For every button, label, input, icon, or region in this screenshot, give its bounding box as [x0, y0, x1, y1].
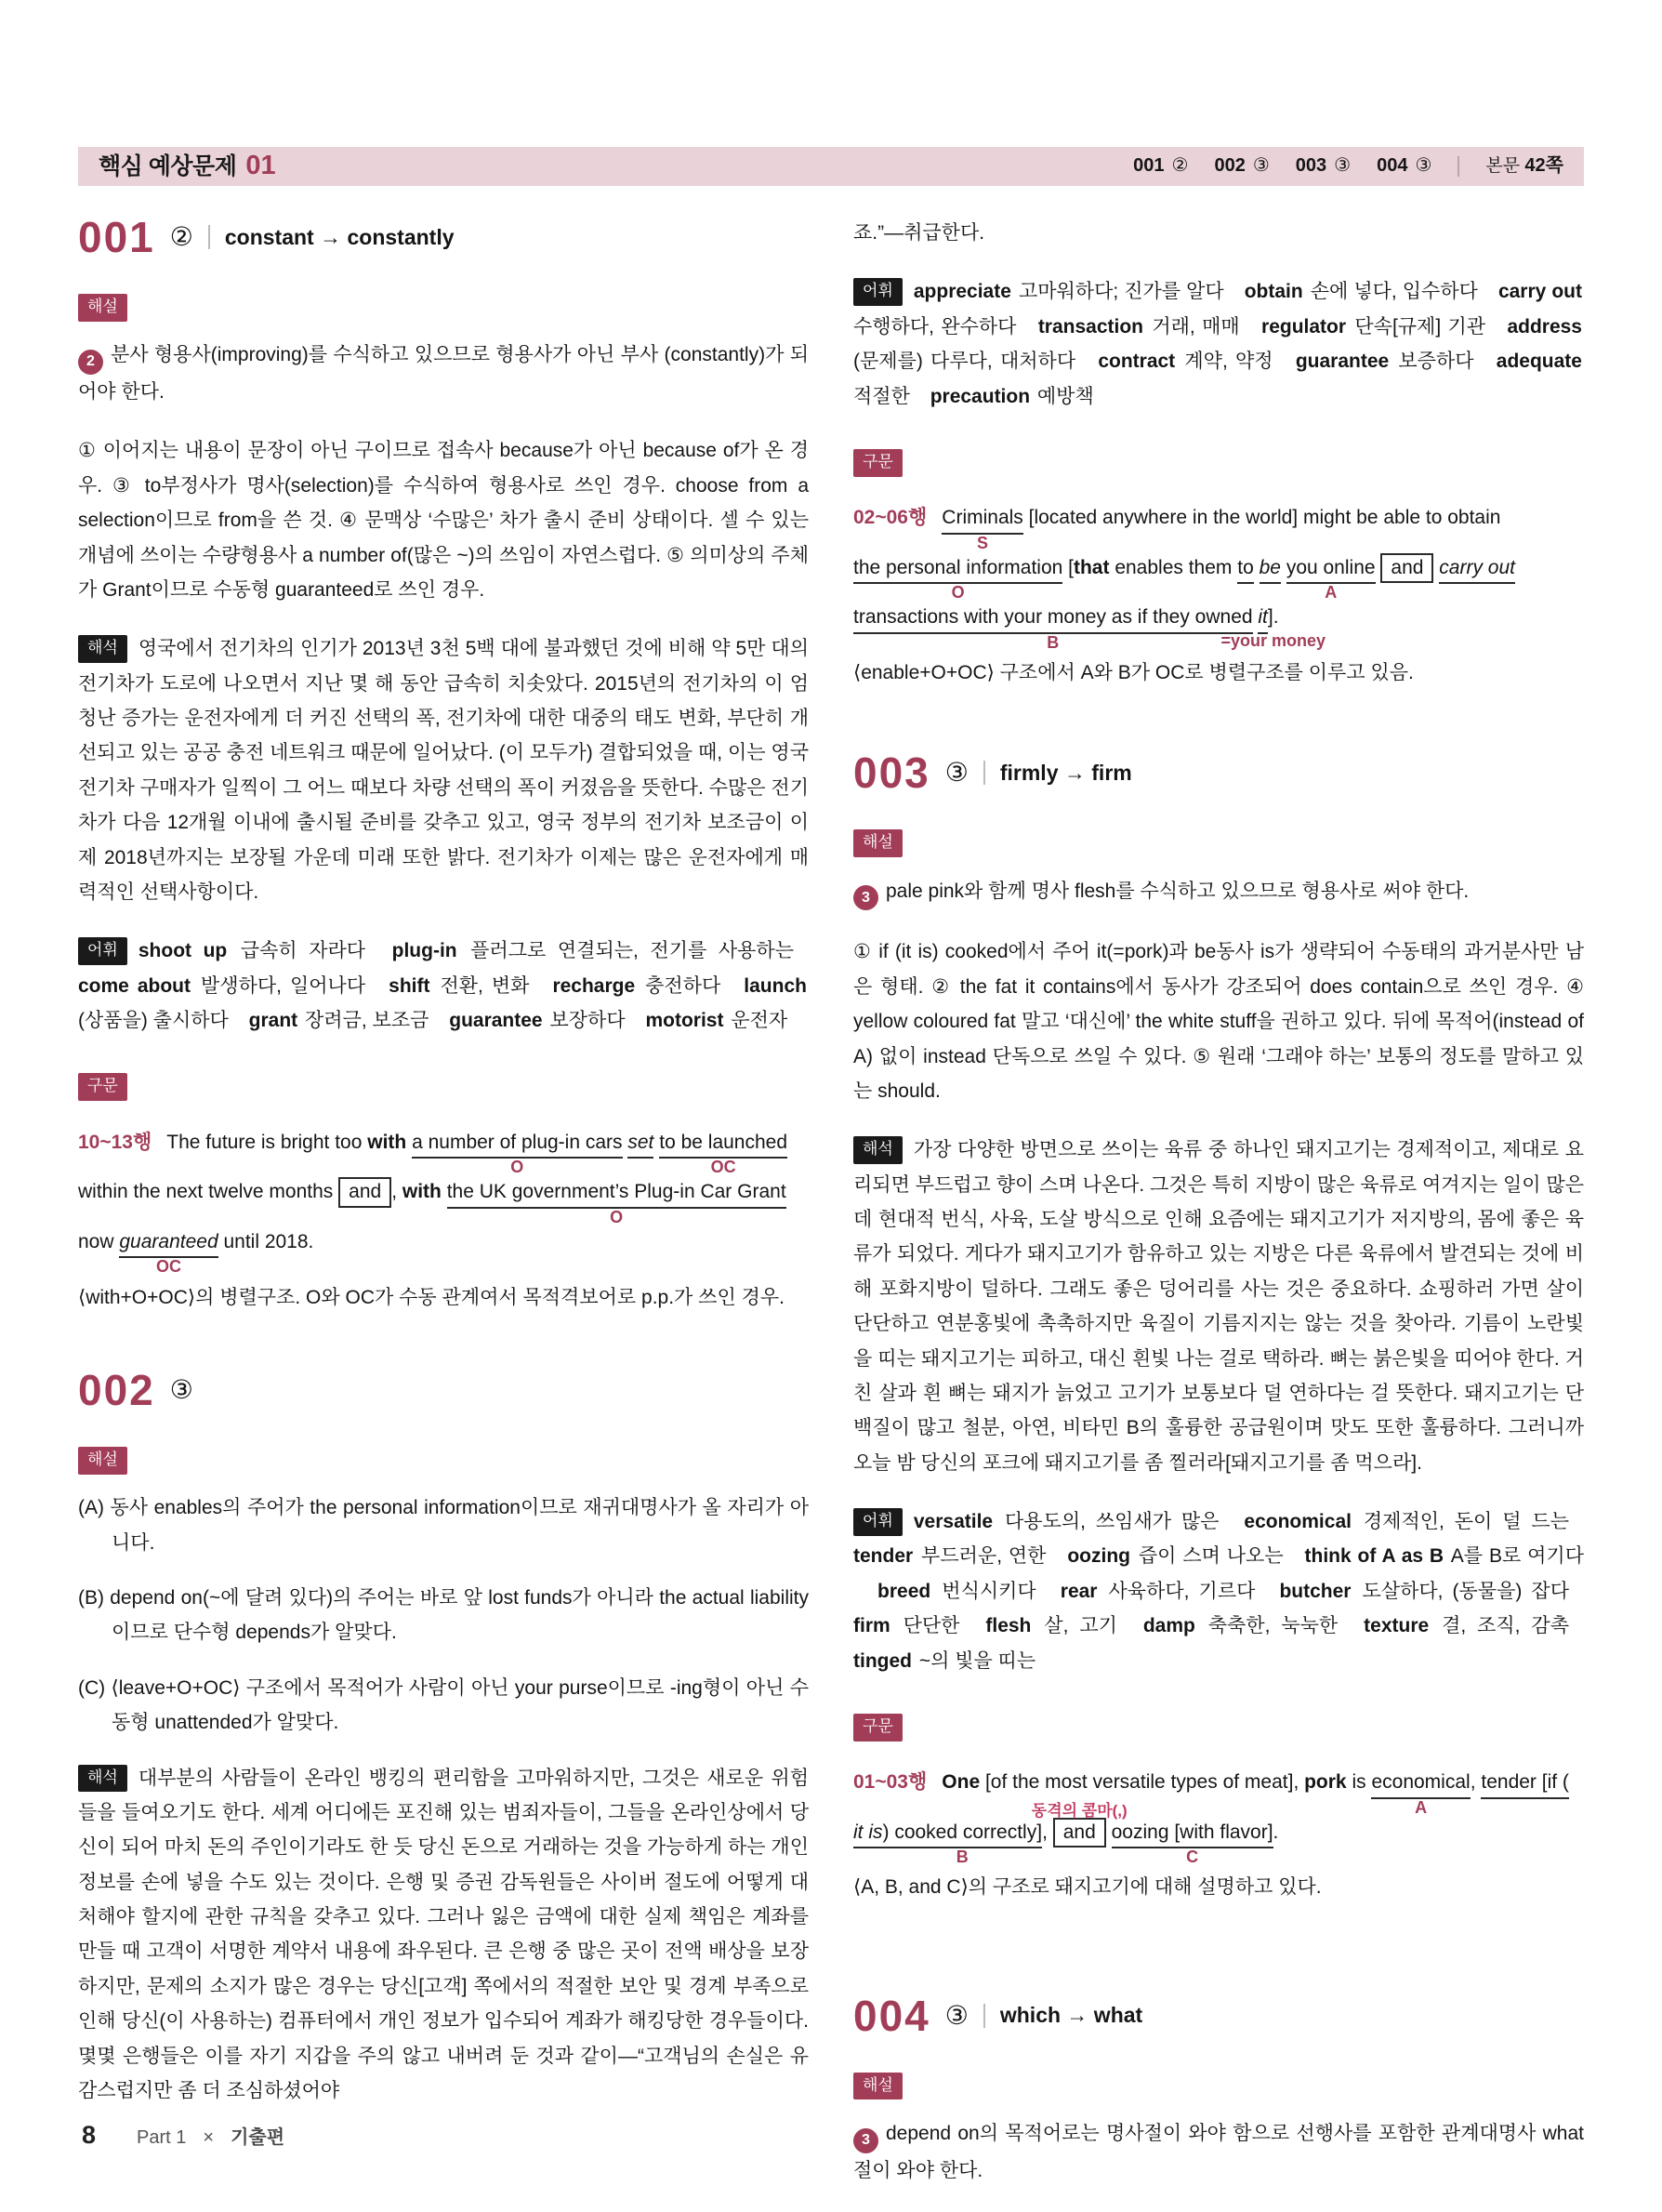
answer-key-item	[1377, 150, 1431, 183]
explain-main-text: pale pink와 함께 명사 flesh를 수식하고 있으므로 형용사로 써야 한다.	[886, 880, 1470, 902]
answer-circle-marker: 3	[853, 2128, 878, 2153]
explain-item-A: (A) 동사 enables의 주어가 the personal information이므로 재귀대명사가 올 자리가 아니다.	[78, 1497, 809, 1554]
vocab-badge: 어휘	[853, 278, 903, 306]
explain-badge-row	[78, 1443, 809, 1477]
line-range-label: 10~13행	[78, 1131, 152, 1153]
page-number: 8	[82, 2121, 97, 2149]
syntax-sentence	[853, 1757, 1584, 1867]
answer-circle-marker: 2	[78, 350, 103, 375]
textbook-page-ref	[1485, 150, 1563, 183]
footer-part: Part 1	[137, 2127, 187, 2148]
explain-badge-row	[78, 290, 809, 325]
annotated-sentence: One [of the most versatile types of meat], pork is economical A , tender [if (it is) cooked correctly] B , and 동격의 콤마(,) oozing [with flavor] C .	[853, 1771, 1569, 1867]
translation-continuation: 죠.”—취급한다.	[853, 222, 985, 244]
answer-key-item	[1214, 150, 1269, 183]
vocab-paragraph	[853, 274, 1584, 414]
divider	[1458, 156, 1459, 177]
divider	[208, 225, 210, 249]
annotated-sentence: Criminals S [located anywhere in the world] might be able to obtain the personal information O [that enables them to be you online A and carry out transactions with your money as if they owned B it]. =your money	[853, 507, 1515, 652]
annotated-sentence: The future is bright too with a number of plug-in cars O set to be launched OC within the next twelve months and , with the UK government’s Plug-in Car Grant O now guaranteed OC until 2018.	[78, 1131, 788, 1277]
explain-main-paragraph	[78, 338, 809, 409]
answer-choice: ②	[1171, 155, 1189, 177]
syntax-badge-row	[78, 1069, 809, 1104]
answer-question-number: 001	[1133, 155, 1165, 177]
syntax-badge: 구문	[78, 1073, 127, 1101]
explain-main-paragraph	[853, 874, 1584, 911]
line-range-label: 01~03행	[853, 1771, 928, 1794]
answer-mark: ③	[944, 2000, 969, 2030]
vocab-list: versatile 다용도의, 쓰임새가 많은 economical 경제적인, 돈이 덜 드는 tender 부드러운, 연한 oozing 즙이 스며 나오는 think of A as B A를 B로 여기다 breed 번식시키다 rear 사육하다, 기르다 butcher 도살하다, (동물을) 잡다 firm 단단한 flesh 살, 고기 damp 축축한, 눅눅한 texture 결, 조직, 감촉 tinged ~의 빛을 띠는	[853, 1511, 1584, 1672]
vocab-paragraph	[853, 1504, 1584, 1678]
line-range-label: 02~06행	[853, 507, 928, 529]
answer-choice: ③	[1334, 155, 1352, 177]
answer-key-strip	[1133, 150, 1563, 183]
vocab-list: appreciate 고마워하다; 진가를 알다 obtain 손에 넣다, 입수하다 carry out 수행하다, 완수하다 transaction 거래, 매매 regulator 단속[규제] 기관 address (문제를) 다루다, 대처하다 contract 계약, 약정 guarantee 보증하다 adequate 적절한 precaution 예방책	[853, 281, 1582, 407]
section-003-heading	[853, 748, 1584, 798]
explain-main-text: 분사 형용사(improving)를 수식하고 있으므로 형용사가 아닌 부사 (constantly)가 되어야 한다.	[78, 344, 809, 404]
translation-text: 대부분의 사람들이 온라인 뱅킹의 편리함을 고마워하지만, 그것은 새로운 위험들을 들여오기도 한다. 세계 어디에든 포진해 있는 범죄자들이, 그들을 온라인상에서 당신이 되어 마치 돈의 주인이기라도 한 듯 당신 돈으로 거래하는 것을 가능하게 하는 개인 정보를 손에 넣을 수도 있는 것이다. 은행 및 증권 감독원들은 사이버 절도에 어떻게 대처해야 할지에 관한 규칙을 갖추고 있다. 그러나 잃은 금액에 대한 실제 책임은 계좌를 만들 때 고객이 서명한 계약서 내용에 좌우된다. 큰 은행 중 많은 곳이 전액 배상을 보장하지만, 문제의 소지가 많은 경우는 당신[고객] 쪽에서의 적절한 보안 및 경계 부족으로 인해 당신(이 사용하는) 컴퓨터에서 개인 정보가 입수되어 계좌가 해킹당한 경우들이다. 몇몇 은행들은 이를 자기 지갑을 주의 않고 내버려 둔 것과 같이—“고객님의 손실은 유감스럽지만 좀 더 조심하셨어야	[78, 1767, 809, 2101]
explain-badge: 해설	[78, 294, 127, 322]
footer-separator: ×	[203, 2127, 215, 2148]
vocab-paragraph	[78, 934, 809, 1038]
footer-book-title: 기출편	[231, 2127, 285, 2148]
question-number: 001	[78, 213, 155, 261]
syntax-note: ⟨with+O+OC⟩의 병렬구조. O와 OC가 수동 관계여서 목적격보어로 p.p.가 쓰인 경우.	[78, 1286, 785, 1308]
translate-badge: 해석	[78, 635, 127, 663]
syntax-badge-row	[853, 445, 1584, 480]
correction-text: which → what	[999, 2003, 1143, 2028]
answer-question-number: 002	[1214, 155, 1246, 177]
explain-badge-row	[853, 2069, 1584, 2103]
explain-badge-row	[853, 826, 1584, 860]
explain-main-paragraph	[853, 2116, 1584, 2188]
question-number: 004	[853, 1991, 930, 2040]
vocab-badge: 어휘	[853, 1508, 903, 1536]
syntax-badge-row	[853, 1710, 1584, 1744]
section-002-heading	[78, 1365, 809, 1414]
question-number: 002	[78, 1365, 155, 1414]
syntax-sentence	[853, 493, 1584, 652]
vocab-list: shoot up 급속히 자라다 plug-in 플러그로 연결되는, 전기를 사용하는 come about 발생하다, 일어나다 shift 전환, 변화 recharge 충전하다 launch (상품을) 출시하다 grant 장려금, 보조금 guarantee 보장하다 motorist 운전자	[78, 940, 807, 1032]
question-number: 003	[853, 748, 930, 798]
translate-badge: 해석	[853, 1136, 903, 1164]
left-column	[78, 213, 809, 2212]
answer-mark: ③	[944, 758, 969, 788]
divider	[983, 761, 985, 785]
answer-mark: ③	[169, 1374, 193, 1404]
translation-text: 영국에서 전기차의 인기가 2013년 3천 5백 대에 불과했던 것에 비해 약 5만 대의 전기차가 도로에 나오면서 지난 몇 해 동안 급속히 치솟았다. 2015년의 전기차의 이 엄청난 증가는 운전자에게 더 커진 선택의 폭, 전기차에 대한 대중의 태도 변화, 부단히 개선되고 있는 공공 충전 네트워크 때문에 일어났다. (이 모두가) 결합되었을 때, 이는 영국 전기차 구매자가 일찍이 그 어느 때보다 차량 선택의 폭이 커졌음을 뜻한다. 수많은 전기차가 다음 12개월 이내에 출시될 준비를 갖추고 있고, 영국 정부의 전기차 보조금이 이제 2018년까지는 보장될 가운데 미래 또한 밝다. 전기차가 이제는 많은 운전자에게 매력적인 선택사항이다.	[78, 638, 809, 903]
syntax-badge: 구문	[853, 1714, 903, 1742]
answer-key-item	[1133, 150, 1188, 183]
divider	[983, 2004, 985, 2028]
two-column-layout	[78, 213, 1584, 2212]
page-header-band	[78, 147, 1584, 186]
syntax-sentence	[78, 1118, 809, 1277]
translation-paragraph	[853, 1132, 1584, 1480]
answer-key-item	[1296, 150, 1351, 183]
answer-circle-marker: 3	[853, 885, 878, 910]
header-title: 핵심 예상문제	[99, 152, 237, 179]
page-ref-number: 42쪽	[1524, 155, 1563, 177]
section-001-heading	[78, 213, 809, 261]
answer-question-number: 003	[1295, 155, 1327, 177]
syntax-note: ⟨A, B, and C⟩의 구조로 돼지고기에 대해 설명하고 있다.	[853, 1876, 1322, 1899]
correction-text: constant → constantly	[224, 224, 455, 249]
answer-question-number: 004	[1377, 155, 1408, 177]
translation-text: 가장 다양한 방면으로 쓰이는 육류 중 하나인 돼지고기는 경제적이고, 제대로 요리되면 부드럽고 향이 스며 나온다. 그것은 특히 지방이 많은 육류로 여겨지는 일이 많은데 현대적 번식, 사육, 도살 방식으로 인해 요즘에는 돼지고기가 저지방의, 몸에 좋은 육류가 되었다. 게다가 돼지고기가 함유하고 있는 지방은 다른 육류에서 발견되는 것에 비해 포화지방이 덜하다. 그래도 좋은 덩어리를 사는 것은 중요하다. 쇼핑하러 가면 살이 단단하고 연분홍빛에 촉촉하지만 육질이 기름지지는 않는 것을 찾아라. 기름이 노란빛을 띠는 돼지고기는 피하고, 대신 흰빛 나는 걸로 택하라. 뼈는 붉은빛을 띠어야 한다. 거친 살과 흰 뼈는 돼지가 늙었고 고기가 보통보다 덜 연하다는 걸 뜻한다. 돼지고기는 단백질이 많고 철분, 아연, 비타민 B의 훌륭한 공급원이며 맛도 또한 훌륭하다. 그러니까 오늘 밤 당신의 포크에 돼지고기를 좀 찔러라[돼지고기를 좀 먹으라].	[853, 1139, 1584, 1474]
page-footer	[82, 2113, 284, 2157]
answer-choice: ③	[1252, 155, 1270, 177]
answer-mark: ②	[169, 222, 193, 251]
correction-text: firmly → firm	[999, 760, 1132, 785]
syntax-badge: 구문	[853, 449, 903, 477]
explain-badge: 해설	[78, 1447, 127, 1475]
page-ref-prefix: 본문	[1485, 156, 1521, 177]
header-set-number: 01	[245, 151, 276, 181]
translate-badge: 해석	[78, 1765, 127, 1793]
explain-item-C: (C) ⟨leave+O+OC⟩ 구조에서 목적어가 사람이 아닌 your purse이므로 -ing형이 아닌 수동형 unattended가 알맞다.	[78, 1676, 809, 1734]
explain-badge: 해설	[853, 2073, 903, 2100]
explain-item-B: (B) depend on(~에 달려 있다)의 주어는 바로 앞 lost funds가 아니라 the actual liability이므로 단수형 depends가 알맞다.	[78, 1587, 809, 1644]
explain-sub-paragraph: ① if (it is) cooked에서 주어 it(=pork)과 be동사 is가 생략되어 수동태의 과거분사만 남은 형태. ② the fat it contains에서 동사가 강조되어 does contain으로 쓰인 경우. ④ yellow coloured fat 말고 ‘대신에’ the white stuff을 권하고 있다. 뒤에 목적어(instead of A) 없이 instead 단독으로 쓰일 수 있다. ⑤ 원래 ‘그래야 하는’ 보통의 정도를 말하고 있는 should.	[853, 941, 1584, 1102]
answer-choice: ③	[1415, 155, 1432, 177]
syntax-note: ⟨enable+O+OC⟩ 구조에서 A와 B가 OC로 병렬구조를 이루고 있음.	[853, 661, 1414, 683]
translation-paragraph	[78, 1761, 809, 2109]
explain-main-text: depend on의 목적어로는 명사절이 와야 함으로 선행사를 포함한 관계대명사 what절이 와야 한다.	[853, 2123, 1584, 2181]
translation-paragraph	[78, 631, 809, 909]
explain-badge: 해설	[853, 829, 903, 857]
vocab-badge: 어휘	[78, 937, 127, 965]
right-column	[853, 216, 1584, 2212]
explain-sub-paragraph: ① 이어지는 내용이 문장이 아닌 구이므로 접속사 because가 아닌 because of가 온 경우. ③ to부정사가 명사(selection)를 수식하여 형용사로 쓰인 경우. choose from a selection이므로 from을 쓴 것. ④ 문맥상 ‘수많은’ 차가 출시 준비 상태이다. 셀 수 있는 개념에 쓰이는 수량형용사 a number of(많은 ~)의 쓰임이 자연스럽다. ⑤ 의미상의 주체가 Grant이므로 수동형 guaranteed로 쓰인 경우.	[78, 440, 809, 601]
section-004-heading	[853, 1991, 1584, 2040]
footer-book-info	[137, 2122, 284, 2155]
